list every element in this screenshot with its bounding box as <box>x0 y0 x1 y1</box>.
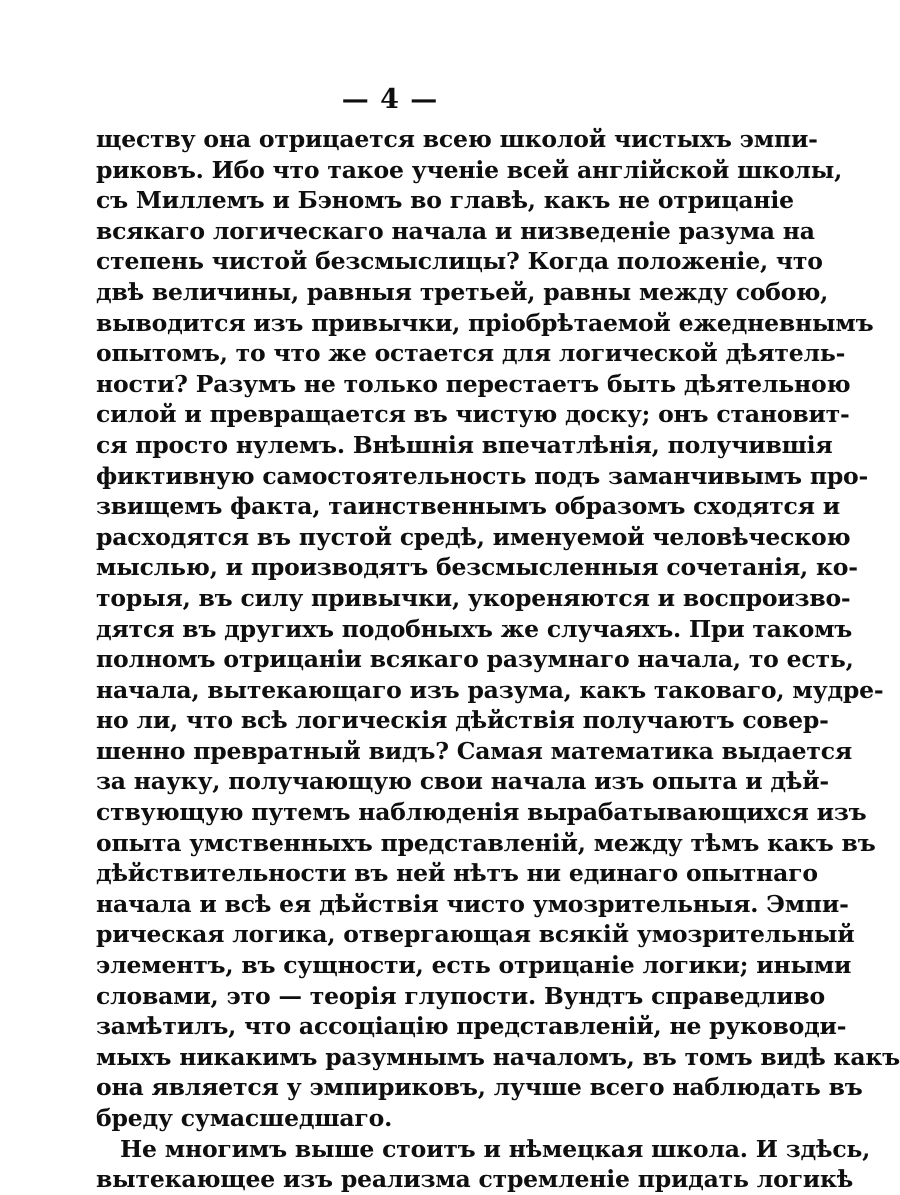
text-line: опыта умственныхъ представленій, между тѣмъ какъ въ <box>96 828 876 857</box>
text-line: дятся въ другихъ подобныхъ же случаяхъ. При такомъ <box>96 614 853 643</box>
text-line: опытомъ, то что же остается для логической дѣятель- <box>96 339 846 368</box>
text-line: ности? Разумъ не только перестаетъ быть дѣятельною <box>96 369 851 398</box>
text-line: бреду сумасшедшаго. <box>96 1104 393 1132</box>
paragraph <box>96 124 900 1134</box>
body-text <box>96 124 900 1195</box>
text-line: замѣтилъ, что ассоціацію представленій, не руководи- <box>96 1012 847 1041</box>
text-line: мыслью, и производятъ безсмысленныя сочетанія, ко- <box>96 553 858 582</box>
text-line: шенно превратный видъ? Самая математика выдается <box>96 736 852 765</box>
text-line: Не многимъ выше стоитъ и нѣмецкая школа. И здѣсь, <box>120 1134 871 1163</box>
text-line: полномъ отрицаніи всякаго разумнаго начала, то есть, <box>96 645 854 674</box>
paragraph <box>96 1134 871 1195</box>
text-line: фиктивную самостоятельность подъ заманчивымъ про- <box>96 461 869 490</box>
text-line: силой и превращается въ чистую доску; онъ становит- <box>96 400 850 429</box>
text-line: вытекающее изъ реализма стремленіе придать логикѣ <box>96 1165 854 1194</box>
text-line: звищемъ факта, таинственнымъ образомъ сходятся и <box>96 492 841 521</box>
text-line: она является у эмпириковъ, лучше всего наблюдать въ <box>96 1073 863 1102</box>
text-line: съ Миллемъ и Бэномъ во главѣ, какъ не отрицаніе <box>96 186 794 215</box>
text-line: торыя, въ силу привычки, укореняются и воспроизво- <box>96 583 851 612</box>
text-line: за науку, получающую свои начала изъ опыта и дѣй- <box>96 767 829 796</box>
text-line: ся просто нулемъ. Внѣшнія впечатлѣнія, получившія <box>96 430 833 459</box>
text-line: но ли, что всѣ логическія дѣйствія получаютъ совер- <box>96 706 829 735</box>
text-line: элементъ, въ сущности, есть отрицаніе логики; иными <box>96 951 852 980</box>
text-line: выводится изъ привычки, пріобрѣтаемой ежедневнымъ <box>96 308 874 337</box>
text-line: степень чистой безсмыслицы? Когда положеніе, что <box>96 247 823 276</box>
text-line: начала, вытекающаго изъ разума, какъ таковаго, мудре- <box>96 675 884 704</box>
text-line: ствующую путемъ наблюденія вырабатывающихся изъ <box>96 798 867 827</box>
text-line: расходятся въ пустой средѣ, именуемой человѣческою <box>96 522 851 551</box>
text-line: рическая логика, отвергающая всякій умозрительный <box>96 920 855 949</box>
text-line: всякаго логическаго начала и низведеніе разума на <box>96 216 815 245</box>
text-line: двѣ величины, равныя третьей, равны между собою, <box>96 277 829 306</box>
text-line: мыхъ никакимъ разумнымъ началомъ, въ томъ видѣ какъ <box>96 1042 900 1071</box>
page-number: — 4 — <box>341 84 439 115</box>
text-line: начала и всѣ ея дѣйствія чисто умозрительныя. Эмпи- <box>96 889 849 918</box>
text-line: словами, это — теорія глупости. Вундтъ справедливо <box>96 981 826 1010</box>
text-line: риковъ. Ибо что такое ученіе всей англійской школы, <box>96 155 843 184</box>
text-line: ществу она отрицается всею школой чистыхъ эмпи- <box>96 125 818 153</box>
text-line: дѣйствительности въ ней нѣтъ ни единаго опытнаго <box>96 859 818 888</box>
